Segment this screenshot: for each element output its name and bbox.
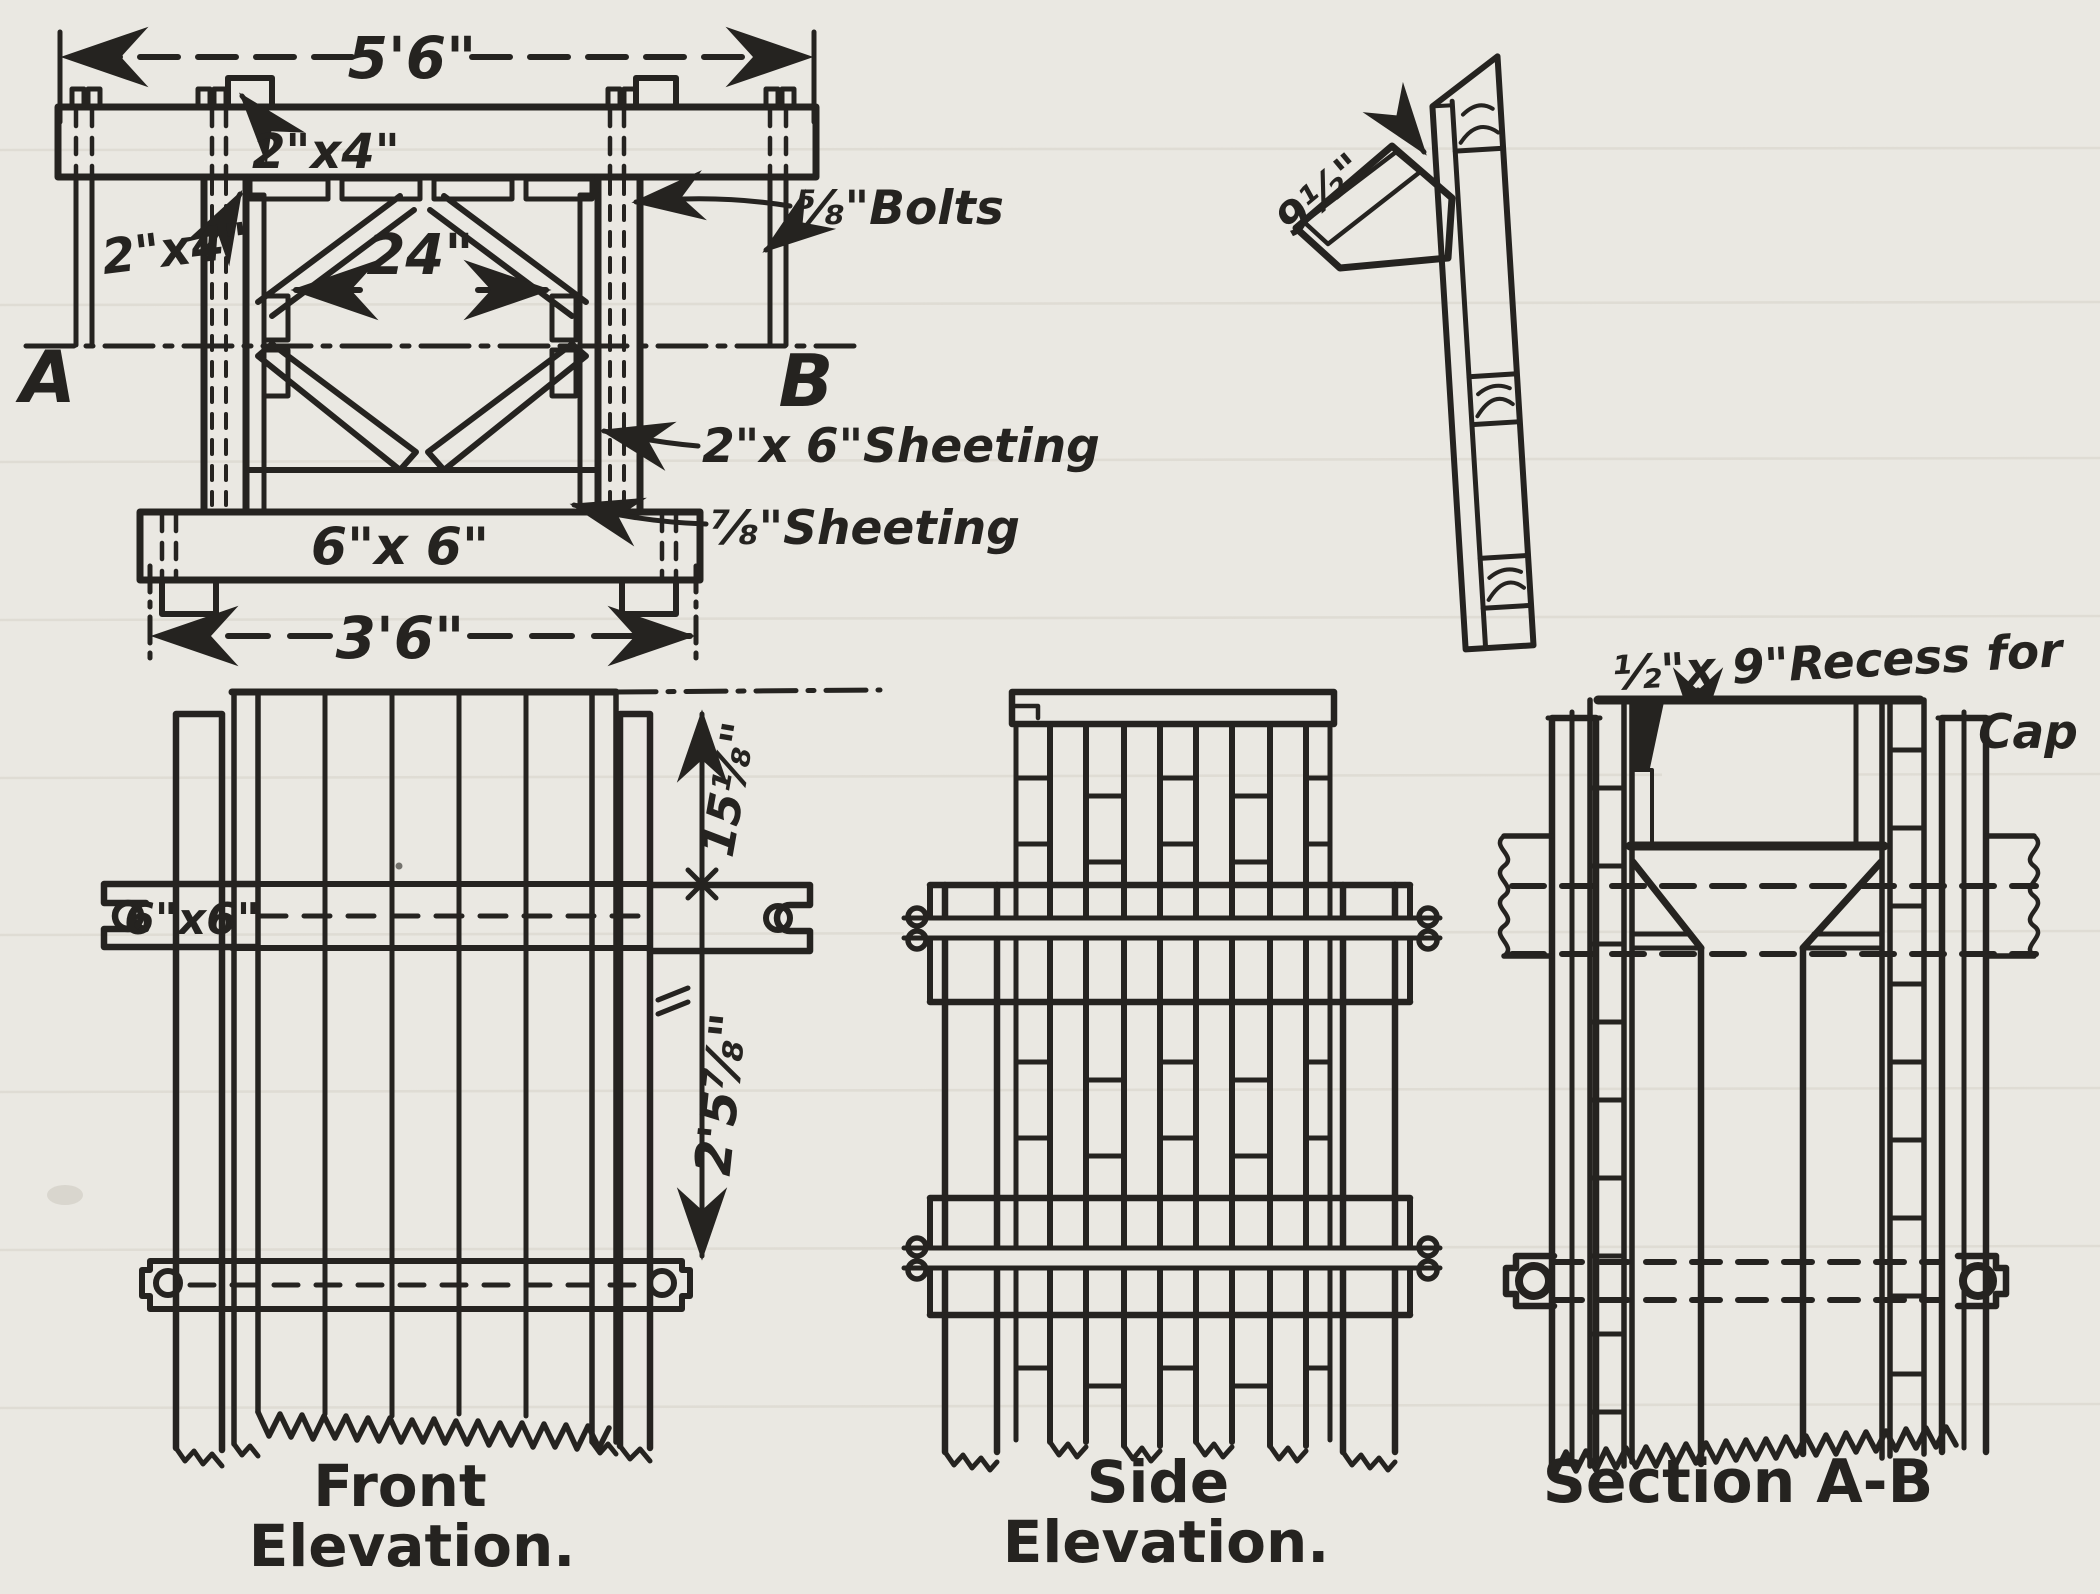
recess-label-line1: ½"x 9"Recess for <box>1610 623 2064 702</box>
plan-view <box>15 24 1100 672</box>
dimension-24in <box>296 223 546 290</box>
front-caption-line2: Elevation. <box>248 1512 576 1580</box>
front-elevation <box>104 690 880 1580</box>
paper-smudge <box>47 1185 83 1205</box>
section-hidden-lines <box>1500 836 2038 956</box>
side-bolt-lower <box>904 1238 1440 1279</box>
side-board-lines <box>1016 778 1330 1386</box>
section-right-post <box>1938 712 1990 1452</box>
wedge-dim-label: 9½" <box>1266 143 1376 247</box>
front-dimensions <box>616 690 880 1256</box>
label-2x4-side: 2"x4" <box>98 212 253 286</box>
recess-box <box>1598 700 1920 846</box>
label-2x6-sheeting: 2"x 6"Sheeting <box>702 419 1100 474</box>
side-bolt-upper <box>904 908 1440 949</box>
side-caption-line1: Side <box>1086 1448 1230 1516</box>
front-6x6-label: 6"x6" <box>124 894 260 945</box>
section-caption: Section A-B <box>1542 1447 1934 1517</box>
label-7-8-sheeting: ⅞"Sheeting <box>710 501 1020 556</box>
plank-grain-block-2 <box>1469 374 1520 425</box>
plank-grain-block-3 <box>1480 555 1531 608</box>
front-dim-15-1-8: 15⅛" <box>689 717 767 861</box>
plank-detail <box>1430 56 1534 649</box>
label-2x4-top: 2"x4" <box>252 124 400 180</box>
label-6x6-plan: 6"x 6" <box>310 517 490 577</box>
section-lower-bolts <box>1506 1256 2006 1306</box>
dim-label-3ft6: 3'6" <box>335 604 465 672</box>
side-caption-line2: Elevation. <box>1002 1508 1330 1576</box>
plan-top-waler <box>58 78 816 177</box>
side-elevation <box>904 692 1440 1576</box>
front-dim-2ft5-7-8: 2'5⅞" <box>683 1010 759 1179</box>
ink-speck <box>396 863 403 870</box>
label-bolts: ⅝"Bolts <box>796 181 1004 236</box>
dim-label-5ft6: 5'6" <box>347 24 477 92</box>
front-left-post <box>176 714 222 1466</box>
section-line-ab <box>15 335 854 423</box>
front-caption <box>249 1452 576 1580</box>
section-marker-b: B <box>778 339 834 423</box>
front-caption-line1: Front <box>313 1452 487 1520</box>
section-ab <box>1500 623 2078 1517</box>
side-caption <box>1003 1448 1330 1576</box>
plank-grain-block-1 <box>1453 104 1504 151</box>
plan-bottom-waler <box>140 512 700 614</box>
recess-label-line2: Cap <box>1978 705 2078 760</box>
dim-label-24: 24" <box>366 223 474 288</box>
side-upper-waler <box>930 885 1410 1002</box>
front-right-post <box>620 714 650 1461</box>
side-studs <box>1050 724 1306 1461</box>
section-right-sheeting <box>1882 700 1924 1458</box>
section-marker-a: A <box>20 335 76 419</box>
